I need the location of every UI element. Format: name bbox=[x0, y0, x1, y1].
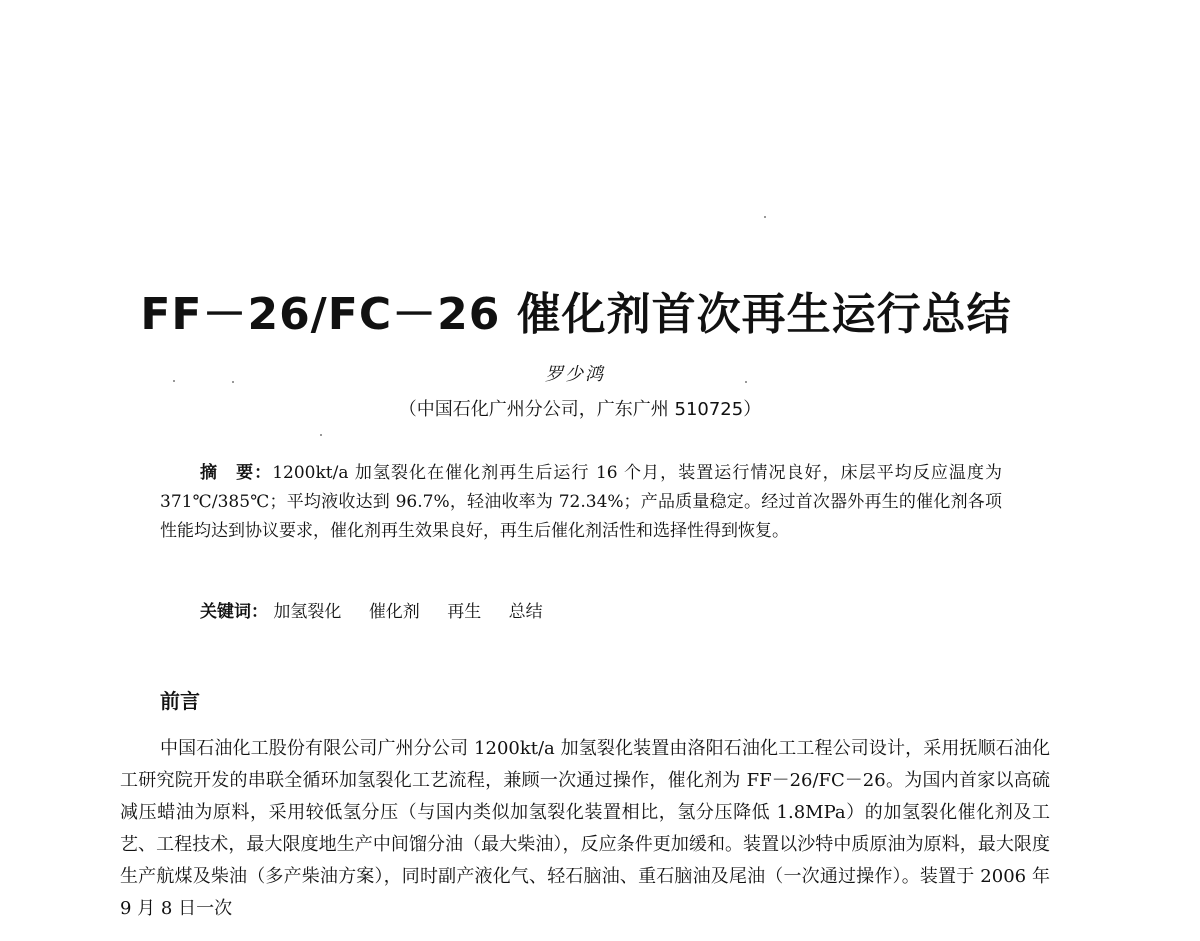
author-name: 罗少鸿 bbox=[545, 364, 605, 385]
section-heading: 前言 bbox=[160, 689, 200, 713]
keyword-item: 加氢裂化 bbox=[273, 602, 342, 622]
author-affiliation: （中国石化广州分公司，广东广州 510725） bbox=[398, 399, 762, 420]
abstract-label: 摘 要： bbox=[200, 463, 273, 483]
keywords-line bbox=[200, 597, 565, 622]
section-body bbox=[120, 733, 1050, 925]
keyword-item: 再生 bbox=[447, 602, 482, 622]
abstract-text: 1200kt/a 加氢裂化在催化剂再生后运行 16 个月，装置运行情况良好，床层平均反应温度为 371℃/385℃；平均液收达到 96.7%，轻油收率为 72.34%；产品质量稳定。经过首次器外再生的催化剂各项性能均达到协议要求，催化剂再生效果良好，再生后催化剂活性和选择性得到恢复。 bbox=[160, 463, 1003, 541]
body-paragraph: 中国石油化工股份有限公司广州分公司 1200kt/a 加氢裂化装置由洛阳石油化工工程公司设计，采用抚顺石油化工研究院开发的串联全循环加氢裂化工艺流程，兼顾一次通过操作，催化剂为 FF－26/FC－26。为国内首家以高硫减压蜡油为原料，采用较低氢分压（与国内类似加氢裂化装置相比，氢分压降低 1.8MPa）的加氢裂化催化剂及工艺、工程技术，最大限度地生产中间馏分油（最大柴油），反应条件更加缓和。装置以沙特中质原油为原料，最大限度生产航煤及柴油（多产柴油方案），同时副产液化气、轻石脑油、重石脑油及尾油（一次通过操作）。装置于 2006 年 9 月 8 日一次 bbox=[120, 738, 1050, 919]
paper-title: FF－26/FC－26 催化剂首次再生运行总结 bbox=[140, 289, 1012, 340]
keyword-item: 催化剂 bbox=[368, 602, 420, 622]
abstract-paragraph bbox=[160, 459, 1002, 546]
keywords-label: 关键词： bbox=[200, 602, 268, 622]
keyword-item: 总结 bbox=[508, 602, 543, 622]
abstract-block bbox=[160, 459, 1002, 546]
